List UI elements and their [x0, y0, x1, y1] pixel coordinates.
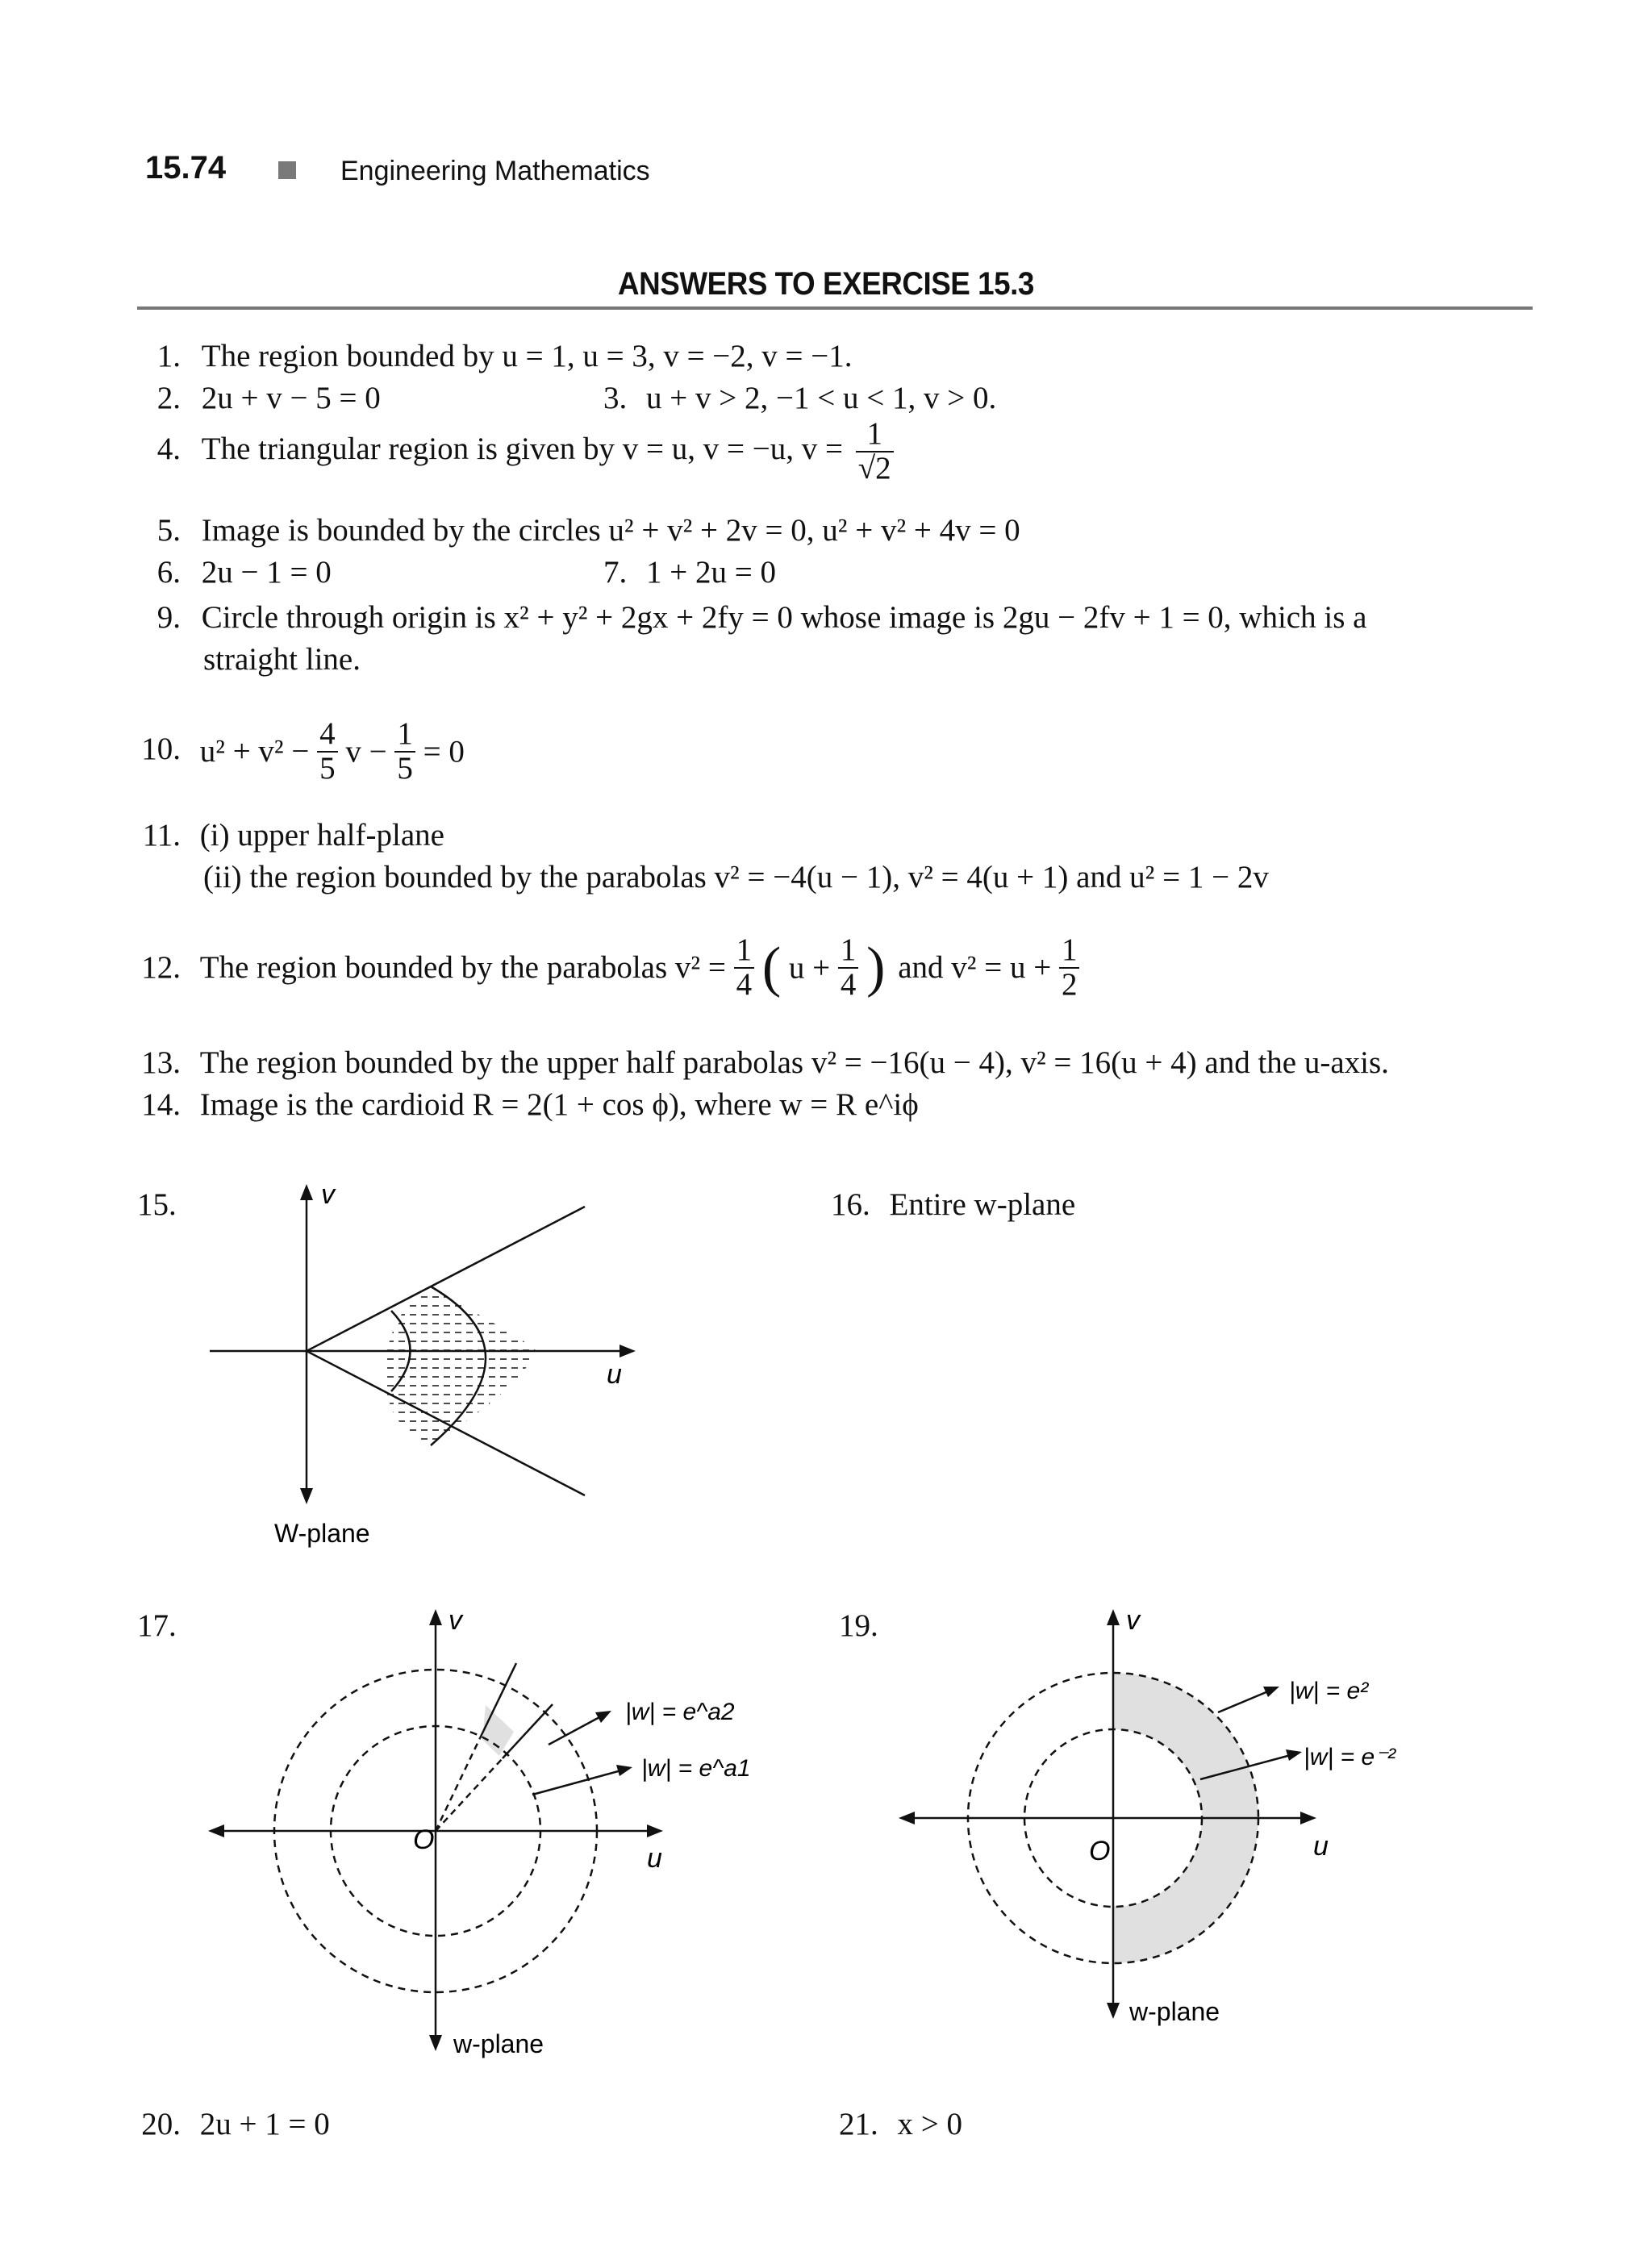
left-paren: (	[761, 936, 782, 999]
answer-text: Circle through origin is x² + y² + 2gx + 2fy = 0 whose image is 2gu − 2fv + 1 = 0, which is a	[201, 600, 1367, 635]
answer-text: 2u + v − 5 = 0	[201, 381, 381, 415]
answer-number: 4.	[156, 431, 181, 466]
answer-text: x > 0	[897, 2107, 962, 2141]
inner-circle-label: |w| = e^a1	[641, 1755, 751, 1782]
fraction-denominator: √2	[857, 450, 891, 486]
v-axis-arrow-down-icon	[300, 1488, 313, 1504]
answer-19-number: 19.	[839, 1608, 878, 1643]
origin-label: O	[1089, 1836, 1111, 1866]
fraction-numerator: 1	[394, 718, 415, 753]
fraction-numerator: 1	[838, 934, 859, 969]
answer-7	[603, 557, 776, 588]
book-title: Engineering Mathematics	[340, 156, 650, 186]
fraction-denominator: 5	[319, 750, 336, 786]
u-axis-arrow-right-icon	[647, 1824, 663, 1837]
u-axis-label: u	[607, 1359, 622, 1390]
answer-16	[831, 1189, 1075, 1220]
answer-5	[145, 515, 1020, 546]
answer-15-number: 15.	[137, 1187, 177, 1222]
answer-2	[145, 382, 381, 414]
answer-number: 16.	[831, 1187, 870, 1222]
answer-number: 2.	[156, 381, 181, 415]
header-square-icon	[278, 161, 296, 179]
shaded-sector	[482, 1705, 514, 1756]
answer-9	[145, 602, 1366, 633]
answer-text: Image is bounded by the circles u² + v² + 2v = 0, u² + v² + 4v = 0	[201, 513, 1020, 548]
answer-21	[839, 2108, 962, 2140]
answer-number: 7.	[603, 555, 628, 590]
outer-pointer	[1218, 1691, 1268, 1712]
v-axis-label: v	[448, 1605, 462, 1636]
fraction	[1059, 934, 1080, 1002]
answer-text: 2u − 1 = 0	[201, 555, 332, 590]
equation-lead: The region bounded by the parabolas v² =	[199, 950, 726, 986]
inner-pointer-arrow-icon	[616, 1765, 632, 1776]
equation-mid: u +	[788, 950, 831, 986]
answer-text: The triangular region is given by v = u, v = −u, v =	[201, 431, 844, 466]
u-axis-label: u	[1313, 1831, 1329, 1862]
answer-14	[137, 1089, 919, 1120]
inner-pointer	[532, 1770, 621, 1795]
equation-mid: v −	[345, 734, 387, 769]
answer-number: 13.	[141, 1045, 181, 1080]
answer-number: 1.	[156, 339, 181, 373]
answer-9-continued: straight line.	[203, 642, 361, 677]
answer-number: 3.	[603, 381, 628, 415]
answer-1	[145, 340, 853, 372]
outer-circle-label: |w| = e²	[1289, 1678, 1369, 1704]
u-axis-arrow-left-icon	[899, 1812, 915, 1824]
figure-15-wedge	[194, 1178, 645, 1557]
fraction	[734, 934, 755, 1002]
fraction-numerator: 1	[1059, 934, 1080, 969]
figure-17-annular-sector	[194, 1597, 758, 2081]
ray-lower	[436, 1758, 503, 1831]
answer-part-1: (i) upper half-plane	[199, 818, 444, 853]
section-rule	[137, 306, 1533, 310]
u-axis-arrow-right-icon	[1300, 1812, 1316, 1824]
fraction	[394, 718, 415, 786]
answer-number: 9.	[156, 600, 181, 635]
answer-17-number: 17.	[137, 1608, 177, 1643]
fraction-numerator: 1	[734, 934, 755, 969]
fraction	[856, 418, 894, 486]
answer-text: Entire w-plane	[889, 1187, 1076, 1222]
answer-text: The region bounded by the upper half parabolas v² = −16(u − 4), v² = 16(u + 4) and the u-axis.	[199, 1045, 1389, 1080]
plane-label: W-plane	[274, 1519, 370, 1548]
answer-4	[145, 418, 894, 486]
answer-11-part-2: (ii) the region bounded by the parabolas v² = −4(u − 1), v² = 4(u + 1) and u² = 1 − 2v	[203, 860, 1269, 894]
fraction-numerator: 1	[856, 418, 894, 452]
fraction-denominator: 4	[736, 966, 753, 1002]
answer-text: 1 + 2u = 0	[646, 555, 776, 590]
section-title: ANSWERS TO EXERCISE 15.3	[618, 266, 1034, 302]
fraction	[317, 718, 338, 786]
answer-11	[137, 819, 444, 851]
v-axis-arrow-up-icon	[429, 1609, 442, 1625]
answer-12	[137, 934, 1079, 1002]
fraction-denominator: 4	[840, 966, 857, 1002]
answer-number: 11.	[142, 818, 181, 853]
outer-pointer-arrow-icon	[1263, 1687, 1279, 1697]
answer-text: 2u + 1 = 0	[199, 2107, 330, 2141]
u-axis-arrow-left-icon	[208, 1824, 224, 1837]
equation-lead: u² + v² −	[199, 734, 310, 769]
u-axis-arrow-icon	[620, 1345, 636, 1357]
equation-tail: = 0	[423, 734, 465, 769]
answer-number: 5.	[156, 513, 181, 548]
figure-19-half-annulus	[887, 1597, 1533, 2049]
fraction-denominator: 2	[1061, 966, 1078, 1002]
ray-upper	[436, 1738, 480, 1831]
fraction-denominator: 5	[397, 750, 413, 786]
origin-label: O	[413, 1824, 435, 1855]
v-axis-arrow-down-icon	[429, 2035, 442, 2051]
answer-10	[137, 718, 465, 786]
answer-text: The region bounded by u = 1, u = 3, v = −2, v = −1.	[201, 339, 853, 373]
fraction	[838, 934, 859, 1002]
plane-label: w-plane	[453, 2029, 544, 2058]
answer-20	[137, 2108, 330, 2140]
answer-13	[137, 1047, 1389, 1078]
outer-pointer	[549, 1716, 601, 1745]
answer-number: 21.	[839, 2107, 878, 2141]
answer-text: u + v > 2, −1 < u < 1, v > 0.	[646, 381, 997, 415]
outer-pointer-arrow-icon	[595, 1711, 611, 1723]
v-axis-label: v	[1126, 1605, 1140, 1636]
answer-number: 10.	[141, 731, 181, 766]
answer-6	[145, 557, 332, 588]
answer-number: 12.	[141, 950, 181, 986]
inner-circle-label: |w| = e⁻²	[1304, 1744, 1395, 1770]
equation-and: and v² = u +	[898, 950, 1052, 986]
v-axis-label: v	[321, 1179, 335, 1210]
u-axis-label: u	[647, 1843, 662, 1874]
answer-number: 6.	[156, 555, 181, 590]
answer-text: Image is the cardioid R = 2(1 + cos ϕ), where w = R e^iϕ	[199, 1087, 919, 1122]
v-axis-arrow-down-icon	[1107, 2003, 1120, 2019]
answer-3	[603, 382, 996, 414]
fraction-numerator: 4	[317, 718, 338, 753]
v-axis-arrow-up-icon	[300, 1184, 313, 1200]
answer-number: 14.	[141, 1087, 181, 1122]
v-axis-arrow-up-icon	[1107, 1609, 1120, 1625]
right-paren: )	[866, 936, 886, 999]
answer-number: 20.	[141, 2107, 181, 2141]
plane-label: w-plane	[1129, 1997, 1220, 2026]
page-number: 15.74	[145, 150, 227, 186]
outer-circle-label: |w| = e^a2	[625, 1699, 735, 1725]
inner-pointer-arrow-icon	[1286, 1749, 1302, 1761]
